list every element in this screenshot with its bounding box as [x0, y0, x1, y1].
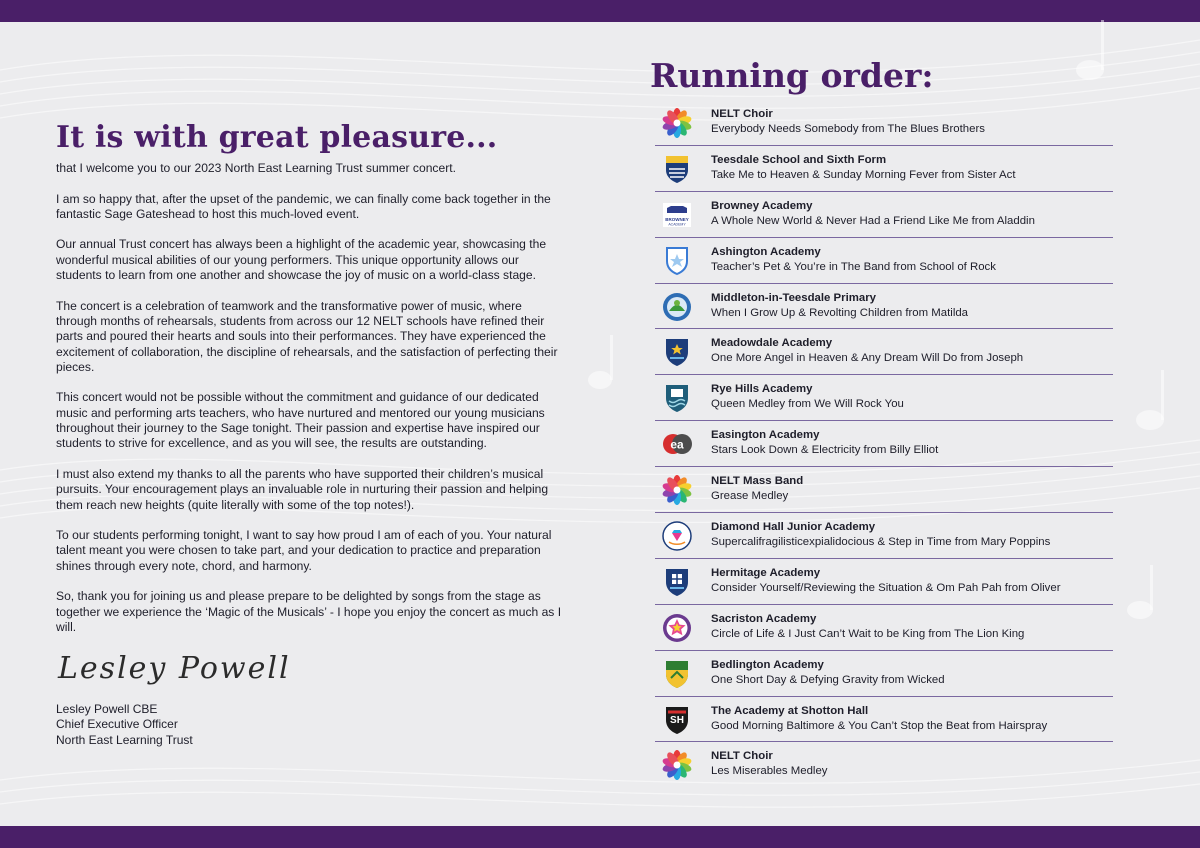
running-order-item — [655, 146, 1113, 192]
running-order-song: Grease Medley — [711, 490, 789, 503]
running-order-song: One More Angel in Heaven & Any Dream Will Do from Joseph — [711, 352, 1024, 365]
running-order-school: Easington Academy — [711, 429, 820, 442]
running-order-song: Good Morning Baltimore & You Can’t Stop the Beat from Hairspray — [711, 719, 1048, 732]
running-order-song: Les Miserables Medley — [711, 765, 828, 778]
running-order-school: Rye Hills Academy — [711, 383, 813, 396]
letter-paragraph: that I welcome you to our 2023 North East Learning Trust summer concert. — [56, 161, 456, 175]
middleton-badge-icon — [661, 291, 693, 323]
letter-paragraph: So, thank you for joining us and please prepare to be delighted by songs from the stage as together we experience the ‘Magic of the Musicals’ - I hope you enjoy the concert as much as I will. — [56, 589, 562, 634]
running-order-school: Meadowdale Academy — [711, 337, 833, 350]
signoff-organisation: North East Learning Trust — [56, 732, 193, 747]
running-order-song: Supercalifragilisticexpialidocious & Step in Time from Mary Poppins — [711, 536, 1051, 549]
svg-text:BROWNEY: BROWNEY — [665, 216, 689, 222]
svg-text:ACADEMY: ACADEMY — [668, 222, 686, 227]
running-order-school: NELT Choir — [711, 108, 773, 120]
running-order-item — [655, 651, 1113, 697]
hermitage-shield-icon — [661, 566, 693, 598]
running-order-song: When I Grow Up & Revolting Children from Matilda — [711, 306, 969, 319]
diamond-hall-logo-icon — [661, 520, 693, 552]
letter-paragraph: This concert would not be possible without the commitment and guidance of our dedicated music and performing arts teachers, who have nurtured and mentored our young musicians throughout their journey to the Sage tonight. Their passion and expertise have inspired our students to strive for excellence, and as you will see, the results are outstanding. — [56, 390, 545, 451]
rye-hills-shield-icon — [661, 382, 693, 414]
letter-heading: It is with great pleasure... — [56, 120, 498, 155]
running-order-song: Everybody Needs Somebody from The Blues Brothers — [711, 123, 985, 135]
letter-paragraph: I am so happy that, after the upset of the pandemic, we can finally come back together in the fantastic Sage Gateshead to host this much-loved event. — [56, 191, 551, 221]
running-order-item — [655, 559, 1113, 605]
letter-paragraph: The concert is a celebration of teamwork and the transformative power of music, where through months of rehearsals, students from across our 12 NELT schools have refined their parts and poured their hearts and souls into their performances. They have experienced the excitement of collaboration, the discipline of rehearsals, and the satisfaction of perfecting their pieces. — [56, 298, 558, 374]
running-order-song: Queen Medley from We Will Rock You — [711, 398, 904, 411]
letter-paragraph: Our annual Trust concert has always been a highlight of the academic year, showcasing the wonderful musical abilities of our young performers. This unique opportunity allows our students to learn from one another and showcase the joy of music on a world-class stage. — [56, 237, 547, 283]
running-order-song: A Whole New World & Never Had a Friend Like Me from Aladdin — [711, 214, 1035, 227]
sacriston-star-icon — [661, 612, 693, 644]
running-order-school: Hermitage Academy — [711, 566, 821, 579]
teesdale-crest-icon — [661, 153, 693, 185]
browney-logo-icon — [661, 199, 693, 231]
running-order-school: Diamond Hall Junior Academy — [711, 521, 876, 534]
running-order-school: Ashington Academy — [711, 245, 821, 258]
running-order-item — [655, 238, 1113, 284]
handwritten-signature: Lesley Powell — [58, 650, 291, 686]
running-order-school: Teesdale School and Sixth Form — [711, 153, 887, 166]
running-order-item — [655, 697, 1113, 743]
running-order-school: Browney Academy — [711, 199, 813, 212]
svg-text:ea: ea — [670, 437, 684, 452]
running-order-item — [655, 467, 1113, 513]
running-order-song: Teacher’s Pet & You’re in The Band from School of Rock — [711, 260, 996, 273]
shotton-hall-shield-icon — [661, 704, 693, 736]
nelt-flower-icon — [661, 749, 693, 781]
running-order-school: The Academy at Shotton Hall — [711, 704, 869, 717]
running-order-item — [655, 605, 1113, 651]
running-order-item — [655, 742, 1113, 788]
running-order-song: Stars Look Down & Electricity from Billy Elliot — [711, 444, 939, 457]
svg-text:SH: SH — [670, 714, 684, 726]
nelt-flower-icon — [661, 474, 693, 506]
signoff-role: Chief Executive Officer — [56, 717, 178, 731]
running-order-school: Middleton-in-Teesdale Primary — [711, 291, 876, 304]
welcome-letter — [56, 120, 566, 748]
easington-ea-icon — [661, 428, 693, 460]
running-order-item — [655, 421, 1113, 467]
running-order-item — [655, 513, 1113, 559]
running-order-song: Circle of Life & I Just Can’t Wait to be King from The Lion King — [711, 627, 1025, 640]
nelt-flower-icon — [661, 107, 693, 139]
running-order-list — [655, 100, 1113, 788]
ashington-shield-icon — [661, 245, 693, 277]
running-order-item — [655, 329, 1113, 375]
letter-paragraph: To our students performing tonight, I want to say how proud I am of each of you. Your natural talent meant you were chosen to take part, and your dedication to practice and preparation shines through every note, chord, and harmony. — [56, 528, 552, 573]
running-order-item — [655, 192, 1113, 238]
running-order-item — [655, 284, 1113, 330]
running-order-school: Sacriston Academy — [711, 612, 817, 625]
letter-paragraph: I must also extend my thanks to all the parents who have supported their children’s musical pursuits. Your encouragement plays an invaluable role in nurturing their passion and helping them reach new heights (quite literally with some of the top notes!). — [56, 466, 549, 512]
running-order-song: Take Me to Heaven & Sunday Morning Fever from Sister Act — [711, 168, 1016, 181]
running-order-item — [655, 375, 1113, 421]
running-order-song: Consider Yourself/Reviewing the Situation & Om Pah Pah from Oliver — [711, 581, 1061, 594]
running-order-item — [655, 100, 1113, 146]
signoff-block — [56, 702, 566, 749]
signoff-name: Lesley Powell CBE — [56, 701, 158, 716]
running-order-song: One Short Day & Defying Gravity from Wicked — [711, 673, 945, 686]
meadowdale-shield-icon — [661, 336, 693, 368]
running-order-school: Bedlington Academy — [711, 658, 824, 671]
running-order-title: Running order: — [650, 56, 934, 95]
running-order-school: NELT Mass Band — [711, 475, 804, 488]
running-order-school: NELT Choir — [711, 750, 773, 763]
bedlington-shield-icon — [661, 658, 693, 690]
